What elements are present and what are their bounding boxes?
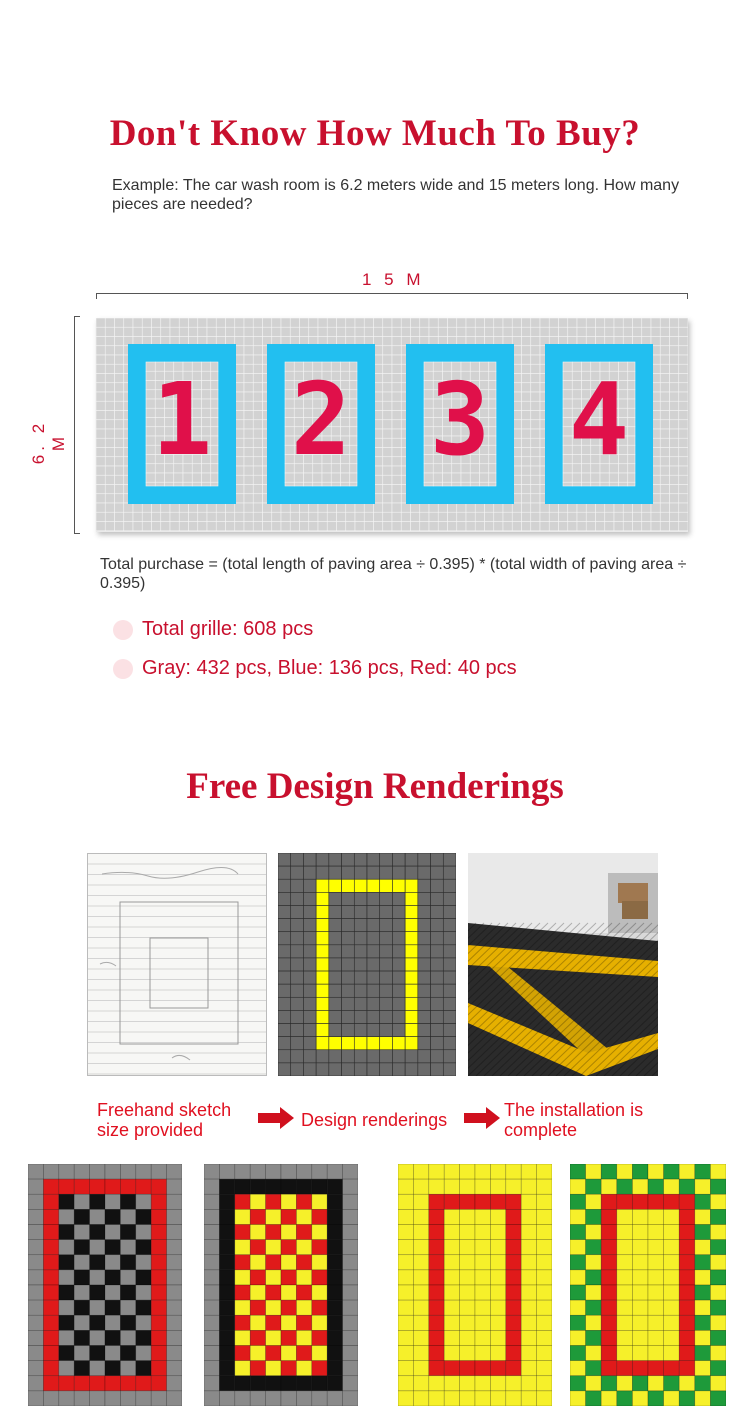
width-dimension-line: [74, 316, 80, 534]
step-caption-design: Design renderings: [301, 1110, 448, 1130]
section1-title: Don't Know How Much To Buy?: [109, 113, 641, 154]
pattern-sample-green-yellow-red: [570, 1164, 726, 1406]
length-dimension-line: [96, 293, 688, 299]
installation-photo: [468, 853, 658, 1076]
step-caption-installation: The installation is complete: [504, 1100, 644, 1140]
pattern-sample-yellow-red: [398, 1164, 552, 1406]
length-label: 1 5 M: [362, 270, 425, 289]
paving-diagram: [96, 318, 688, 532]
pattern-sample-gray-black-red-yellow: [204, 1164, 358, 1406]
bullet-total-grille: Total grille: 608 pcs: [142, 618, 314, 640]
design-rendering-image: [278, 853, 456, 1076]
sketch-paper: [88, 854, 266, 1075]
example-text: Example: The car wash room is 6.2 meters wide and 15 meters long. How many pieces are needed?: [112, 177, 680, 213]
sketch-image: [87, 853, 267, 1076]
diagram-number-2: 2: [290, 361, 352, 478]
section2-title: Free Design Renderings: [186, 766, 564, 807]
arrow-right-icon: [258, 1107, 294, 1129]
bullet-dot-2: [113, 659, 133, 679]
step-caption-sketch: Freehand sketch size provided: [97, 1100, 232, 1140]
arrow-right-icon: [464, 1107, 500, 1129]
diagram-number-1: 1: [151, 361, 213, 478]
diagram-number-3: 3: [429, 361, 491, 478]
diagram-number-4: 4: [568, 361, 630, 478]
width-label: 6. 2 M: [29, 419, 68, 465]
bullet-dot-1: [113, 620, 133, 640]
bullet-color-breakdown: Gray: 432 pcs, Blue: 136 pcs, Red: 40 pcs: [142, 657, 517, 679]
design-rendering-grid: [278, 853, 456, 1076]
installation-scene: [468, 853, 658, 1076]
pattern-sample-gray-red-black: [28, 1164, 182, 1406]
formula-text: Total purchase = (total length of paving area ÷ 0.395) * (total width of paving area ÷ 0.395): [100, 556, 687, 592]
